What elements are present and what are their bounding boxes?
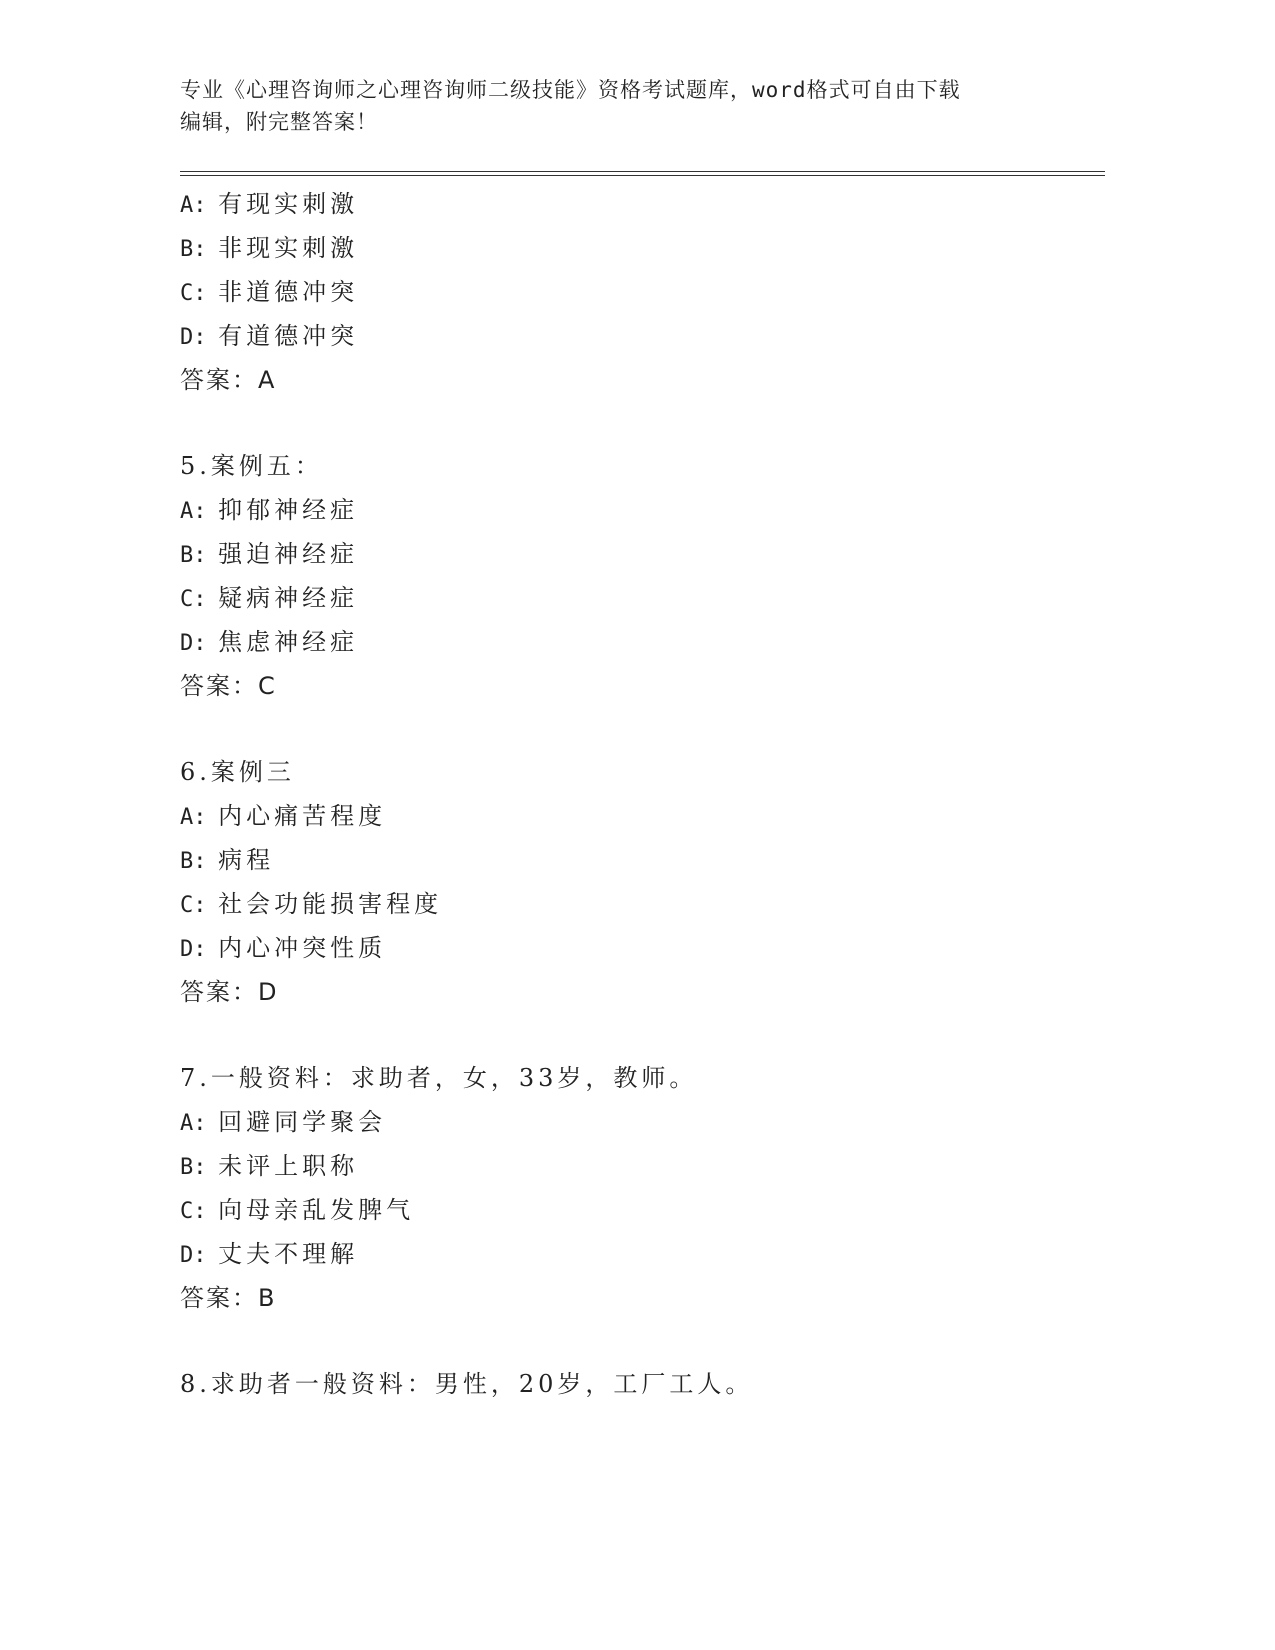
option-text: 病程 [218, 846, 275, 874]
option-a [180, 488, 1080, 532]
option-text: 强迫神经症 [218, 540, 359, 568]
option-c [180, 882, 1080, 926]
option-d [180, 1232, 1080, 1276]
spacer [180, 708, 1080, 750]
option-d [180, 620, 1080, 664]
option-text: 回避同学聚会 [218, 1108, 387, 1136]
option-label: C: [180, 587, 207, 612]
question-4 [180, 182, 1080, 402]
option-c [180, 1188, 1080, 1232]
option-text: 疑病神经症 [218, 584, 359, 612]
question-title: 5.案例五： [180, 452, 323, 480]
option-c [180, 576, 1080, 620]
question-8 [180, 1362, 1080, 1406]
header-line-1: 专业《心理咨询师之心理咨询师二级技能》资格考试题库，word格式可自由下载 [180, 78, 961, 102]
spacer [180, 1014, 1080, 1056]
answer-line: 答案：D [180, 978, 279, 1006]
header-divider-bottom [180, 175, 1105, 176]
option-text: 社会功能损害程度 [218, 890, 443, 918]
option-label: D: [180, 631, 207, 656]
option-text: 向母亲乱发脾气 [218, 1196, 415, 1224]
option-d [180, 926, 1080, 970]
option-text: 非道德冲突 [218, 278, 359, 306]
answer-line: 答案：A [180, 366, 277, 394]
option-label: A: [180, 193, 207, 218]
question-7 [180, 1056, 1080, 1320]
option-b [180, 1144, 1080, 1188]
option-label: D: [180, 325, 207, 350]
question-title: 6.案例三 [180, 758, 295, 786]
option-label: A: [180, 499, 207, 524]
option-label: B: [180, 237, 207, 262]
option-text: 非现实刺激 [218, 234, 359, 262]
question-title: 8.求助者一般资料：男性，20岁，工厂工人。 [180, 1370, 754, 1398]
document-header [180, 74, 1060, 138]
option-a [180, 794, 1080, 838]
option-c [180, 270, 1080, 314]
option-label: B: [180, 849, 207, 874]
option-label: D: [180, 937, 207, 962]
question-list [180, 182, 1080, 1406]
option-label: C: [180, 893, 207, 918]
answer-line: 答案：C [180, 672, 277, 700]
option-b [180, 226, 1080, 270]
option-text: 有道德冲突 [218, 322, 359, 350]
option-label: A: [180, 1111, 207, 1136]
header-line-2: 编辑，附完整答案！ [180, 110, 378, 134]
option-b [180, 532, 1080, 576]
option-text: 焦虑神经症 [218, 628, 359, 656]
option-label: C: [180, 1199, 207, 1224]
option-label: C: [180, 281, 207, 306]
option-text: 未评上职称 [218, 1152, 359, 1180]
option-text: 有现实刺激 [218, 190, 359, 218]
option-text: 内心冲突性质 [218, 934, 387, 962]
option-label: D: [180, 1243, 207, 1268]
spacer [180, 402, 1080, 444]
option-b [180, 838, 1080, 882]
header-divider-top [180, 171, 1105, 172]
option-label: B: [180, 1155, 207, 1180]
question-5 [180, 444, 1080, 708]
spacer [180, 1320, 1080, 1362]
option-text: 抑郁神经症 [218, 496, 359, 524]
option-a [180, 182, 1080, 226]
option-a [180, 1100, 1080, 1144]
answer-line: 答案：B [180, 1284, 277, 1312]
option-text: 内心痛苦程度 [218, 802, 387, 830]
option-label: A: [180, 805, 207, 830]
option-text: 丈夫不理解 [218, 1240, 359, 1268]
option-label: B: [180, 543, 207, 568]
option-d [180, 314, 1080, 358]
question-title: 7.一般资料：求助者，女，33岁，教师。 [180, 1064, 698, 1092]
question-6 [180, 750, 1080, 1014]
